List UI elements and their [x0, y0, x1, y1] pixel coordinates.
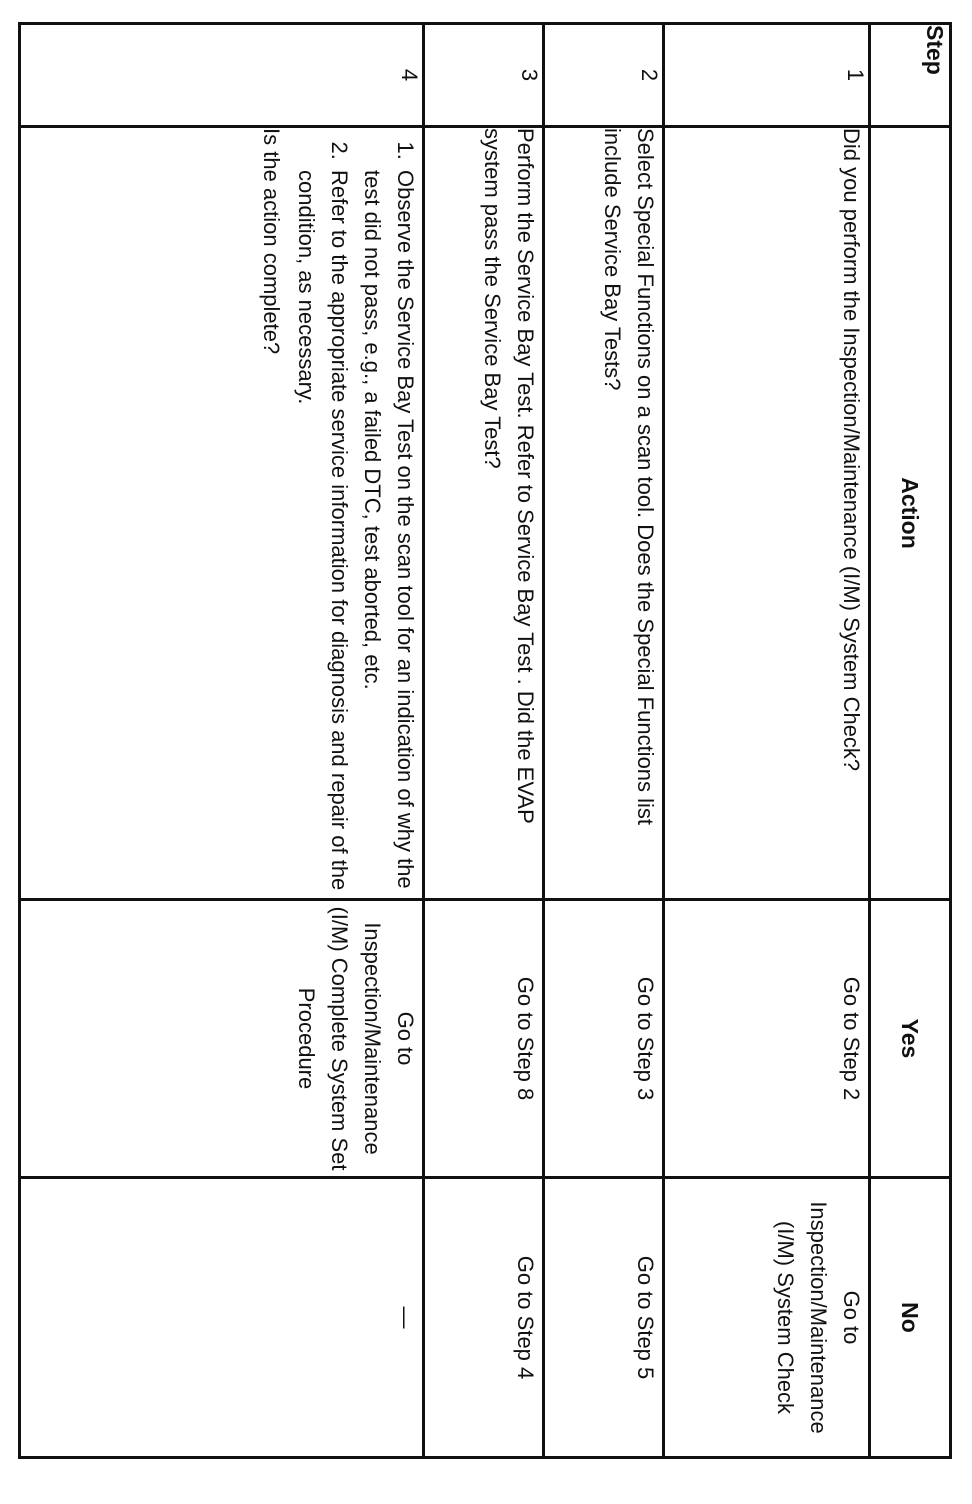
yes-result: Go to Step 8 — [424, 900, 544, 1178]
action-text: Select Special Functions on a scan tool. Does the Special Functions list include Service Bay Tests? — [544, 127, 664, 900]
header-step: Step — [870, 24, 951, 127]
action-list-item: 1. Observe the Service Bay Test on the scan tool for an indication of why the test did not pass, e.g., a failed DTC, test aborted, etc. — [356, 166, 422, 898]
header-no: No — [870, 1178, 951, 1458]
header-row — [870, 24, 951, 1458]
table-row — [20, 24, 424, 1458]
no-result: — — [20, 1178, 424, 1458]
step-number: 2 — [544, 24, 664, 127]
step-number: 4 — [20, 24, 424, 127]
action-list-item: 2. Refer to the appropriate service information for diagnosis and repair of the condition, as necessary. — [290, 166, 356, 898]
header-yes: Yes — [870, 900, 951, 1178]
action-cell — [20, 127, 424, 900]
action-text: Perform the Service Bay Test. Refer to Service Bay Test . Did the EVAP system pass the Service Bay Test? — [424, 127, 544, 900]
action-question: Is the action complete? — [259, 128, 284, 355]
step-number: 3 — [424, 24, 544, 127]
no-result: Go to Step 4 — [424, 1178, 544, 1458]
diagnostic-table — [18, 22, 952, 1459]
step-number: 1 — [664, 24, 870, 127]
yes-result: Go to Inspection/Maintenance (I/M) Complete System Set Procedure — [20, 900, 424, 1178]
table-row — [544, 24, 664, 1458]
yes-result: Go to Step 2 — [664, 900, 870, 1178]
no-result: Go to Inspection/Maintenance (I/M) System Check — [664, 1178, 870, 1458]
action-list — [290, 128, 422, 898]
header-action: Action — [870, 127, 951, 900]
table-row — [424, 24, 544, 1458]
no-result: Go to Step 5 — [544, 1178, 664, 1458]
yes-result: Go to Step 3 — [544, 900, 664, 1178]
action-text: Did you perform the Inspection/Maintenance (I/M) System Check? — [664, 127, 870, 900]
table-row — [664, 24, 870, 1458]
